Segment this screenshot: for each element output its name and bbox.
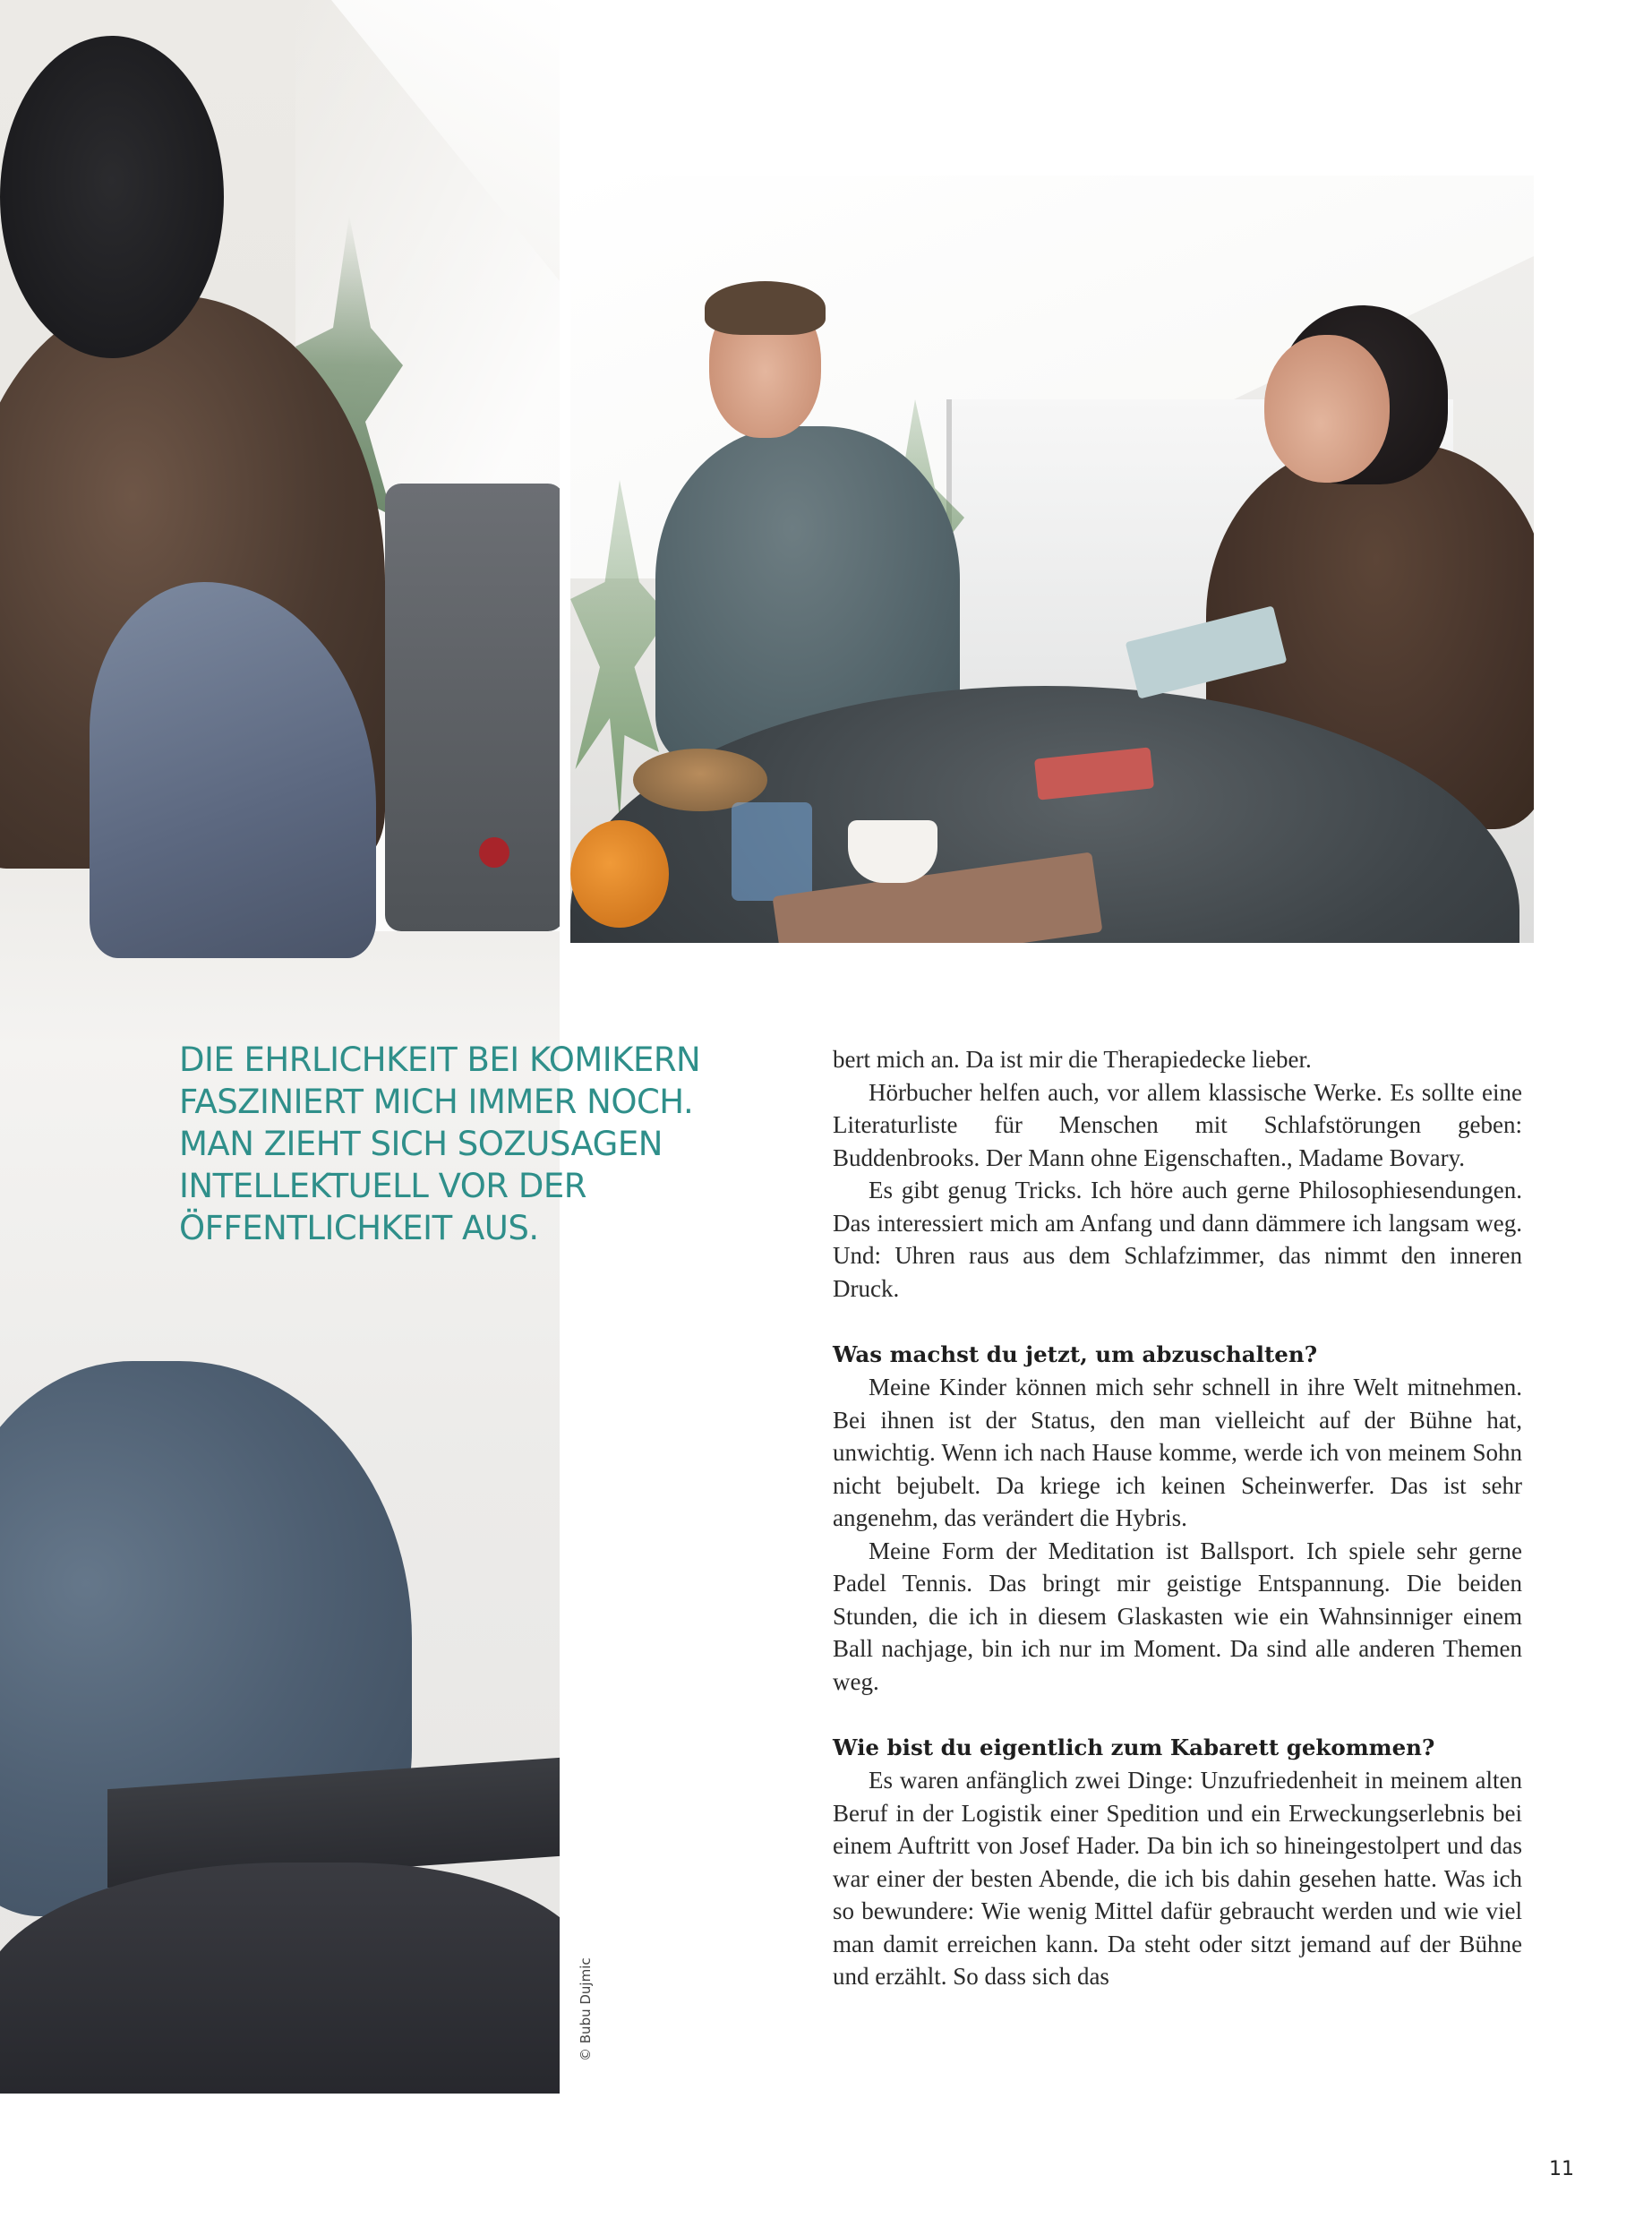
pull-quote-line: FASZINIERT MICH IMMER NOCH. bbox=[179, 1083, 694, 1121]
woman-head bbox=[1264, 335, 1390, 483]
pull-quote bbox=[179, 1039, 752, 1249]
article-paragraph: Es waren anfänglich zwei Dinge: Unzufriedenheit in meinem alten Beruf in der Logistik einer Spedition und ein Erweckungserlebnis bei einem Auftritt von Josef Hader. Da bin ich so hineingestolpert und das war einer der besten Abende, die ich bis dahin gesehen hatte. Was ich so bewundere: Wie wenig Mittel dafür gebraucht werden und wie viel man damit erreichen kann. Da steht oder sitzt jemand auf der Bühne und erzählt. So dass sich das bbox=[833, 1767, 1522, 1990]
article-paragraph: Es gibt genug Tricks. Ich höre auch gerne Philosophiesendungen. Das interessiert mich am Anfang und dann dämmere ich langsam weg. Und: Uhren raus aus dem Schlafzimmer, das nimmt den inneren Druck. bbox=[833, 1177, 1522, 1302]
interview-question: Was machst du jetzt, um abzuschalten? bbox=[833, 1341, 1318, 1367]
man-hair bbox=[705, 281, 826, 335]
pull-quote-line: DIE EHRLICHKEIT BEI KOMIKERN bbox=[179, 1040, 701, 1079]
article-column bbox=[833, 1043, 1522, 1993]
bag-reflector bbox=[479, 837, 509, 868]
interview-question: Wie bist du eigentlich zum Kabarett gekommen? bbox=[833, 1734, 1435, 1760]
bag bbox=[385, 484, 560, 931]
dark-lap bbox=[0, 1863, 560, 2094]
page-number: 11 bbox=[1549, 2158, 1574, 2180]
article-paragraph: Meine Kinder können mich sehr schnell in ihre Welt mitnehmen. Bei ihnen ist der Status, den man vielleicht auf der Bühne hat, unwichtig. Wenn ich nach Hause komme, werde ich von meinem Sohn nicht bejubelt. Da kriege ich keinen Scheinwerfer. Das ist sehr angenehm, das verändert die Hybris. bbox=[833, 1374, 1522, 1531]
pull-quote-line: INTELLEKTUELL VOR DER bbox=[179, 1167, 586, 1205]
photo-credit: © Bubu Dujmic bbox=[578, 1957, 594, 2061]
pull-quote-line: ÖFFENTLICHKEIT AUS. bbox=[179, 1209, 539, 1247]
pull-quote-line: MAN ZIEHT SICH SOZUSAGEN bbox=[179, 1125, 663, 1163]
photo-right-interview-table bbox=[570, 176, 1534, 943]
glass bbox=[732, 802, 812, 901]
article-paragraph: Hörbucher helfen auch, vor allem klassische Werke. Es sollte eine Literaturliste für Menschen mit Schlafstörungen geben: Buddenbrooks. Der Mann ohne Eigenschaften., Madame Bovary. bbox=[833, 1078, 1522, 1171]
oranges bbox=[570, 820, 669, 928]
coffee-cup bbox=[848, 820, 937, 883]
article-paragraph: bert mich an. Da ist mir die Therapiedecke lieber. bbox=[833, 1046, 1312, 1073]
person-hair bbox=[0, 36, 224, 358]
article-paragraph: Meine Form der Meditation ist Ballsport. Ich spiele sehr gerne Padel Tennis. Das bringt mir geistige Entspannung. Die beiden Stunden, die ich in diesem Glaskasten wie ein Wahnsinniger einem Ball nachjage, bin ich nur im Moment. Da sind alle anderen Themen weg. bbox=[833, 1537, 1522, 1695]
